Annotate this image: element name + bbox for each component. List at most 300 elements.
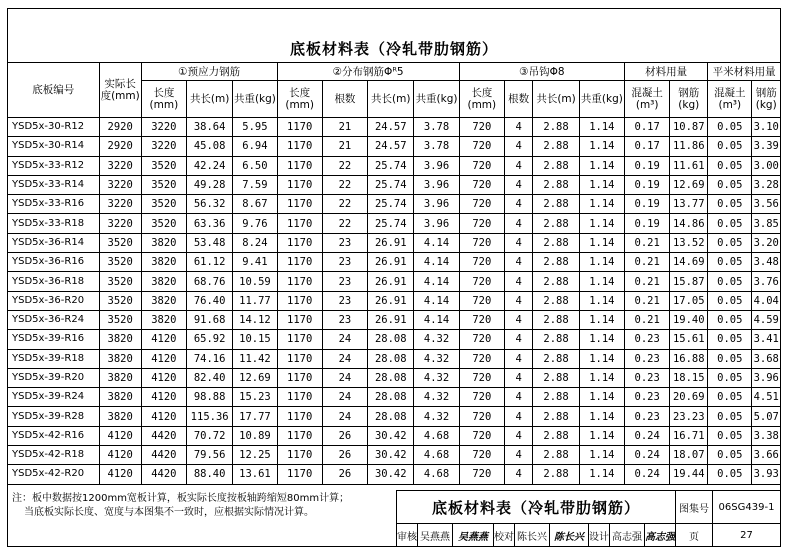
table-cell: 4.14 — [414, 233, 459, 252]
table-cell: 9.76 — [233, 214, 277, 233]
table-cell: 4 — [504, 291, 532, 310]
table-cell: 3.68 — [752, 349, 781, 368]
table-cell: 3.85 — [752, 214, 781, 233]
subheader-cell: 钢筋(kg) — [752, 81, 781, 118]
table-cell: 1170 — [277, 253, 322, 272]
table-cell: 3.78 — [414, 137, 459, 156]
table-cell: 4 — [504, 368, 532, 387]
table-cell: 4420 — [141, 446, 186, 465]
table-cell: 1170 — [277, 137, 322, 156]
table-cell: 2.88 — [533, 310, 579, 329]
table-cell: 4120 — [99, 426, 141, 445]
table-cell: 3.10 — [752, 118, 781, 137]
title-block-title: 底板材料表（冷轧带肋钢筋） — [396, 490, 676, 524]
table-cell: 0.05 — [708, 446, 752, 465]
table-cell: 4120 — [141, 388, 186, 407]
table-cell: 1.14 — [579, 291, 624, 310]
table-cell: 23 — [322, 310, 367, 329]
table-cell: 3820 — [99, 330, 141, 349]
table-cell: 3820 — [99, 407, 141, 426]
table-cell: 6.50 — [233, 156, 277, 175]
table-row — [8, 407, 781, 426]
table-cell: 4 — [504, 407, 532, 426]
table-cell: 3.39 — [752, 137, 781, 156]
table-cell: 1.14 — [579, 137, 624, 156]
table-cell: 0.05 — [708, 233, 752, 252]
table-cell: 4.32 — [414, 407, 459, 426]
designer-signature: 高志强 — [644, 523, 676, 547]
table-cell: 23 — [322, 233, 367, 252]
table-cell: 4 — [504, 310, 532, 329]
table-cell: 3.96 — [752, 368, 781, 387]
table-cell: 1170 — [277, 330, 322, 349]
table-cell: 21 — [322, 118, 367, 137]
table-cell: 4.59 — [752, 310, 781, 329]
table-cell: 0.24 — [625, 426, 670, 445]
table-cell: 0.05 — [708, 272, 752, 291]
table-cell: 720 — [459, 368, 504, 387]
table-cell: 7.59 — [233, 175, 277, 194]
table-cell: 3520 — [99, 233, 141, 252]
table-cell: 23.23 — [670, 407, 708, 426]
table-cell: 8.24 — [233, 233, 277, 252]
subheader-cell: 共重(kg) — [414, 81, 459, 118]
table-cell: 0.05 — [708, 349, 752, 368]
table-cell: 720 — [459, 253, 504, 272]
table-cell: 3.78 — [414, 118, 459, 137]
table-cell: 720 — [459, 349, 504, 368]
reviewer-name: 吴燕燕 — [417, 523, 453, 547]
table-cell: 24 — [322, 407, 367, 426]
table-cell: 4120 — [99, 446, 141, 465]
table-cell: 26.91 — [368, 291, 414, 310]
table-cell: 720 — [459, 214, 504, 233]
table-cell: 11.42 — [233, 349, 277, 368]
table-cell: 0.17 — [625, 118, 670, 137]
table-cell: 11.61 — [670, 156, 708, 175]
note-line: 当底板实际长度、宽度与本图集不一致时，应根据实际情况计算。 — [24, 507, 314, 518]
table-cell: 720 — [459, 310, 504, 329]
table-cell: 3.00 — [752, 156, 781, 175]
table-cell: 3520 — [141, 214, 186, 233]
table-cell: 3820 — [141, 291, 186, 310]
table-cell: 2.88 — [533, 426, 579, 445]
table-cell: 1.14 — [579, 195, 624, 214]
table-cell: 0.19 — [625, 214, 670, 233]
table-row — [8, 195, 781, 214]
table-cell: 17.05 — [670, 291, 708, 310]
table-row — [8, 214, 781, 233]
table-cell: 4120 — [141, 407, 186, 426]
table-cell: 0.21 — [625, 291, 670, 310]
table-cell: 0.05 — [708, 137, 752, 156]
table-cell: 24.57 — [368, 137, 414, 156]
table-cell: 0.05 — [708, 118, 752, 137]
table-cell: 24 — [322, 368, 367, 387]
table-cell: 24 — [322, 388, 367, 407]
table-cell: 14.12 — [233, 310, 277, 329]
table-cell: 30.42 — [368, 465, 414, 484]
table-cell: 1.14 — [579, 349, 624, 368]
table-cell: 4120 — [99, 465, 141, 484]
table-cell: 0.24 — [625, 465, 670, 484]
table-cell: 1170 — [277, 446, 322, 465]
table-cell: 3.76 — [752, 272, 781, 291]
table-cell: 1.14 — [579, 368, 624, 387]
table-body — [8, 118, 781, 485]
table-cell: 1.14 — [579, 426, 624, 445]
table-cell: 5.07 — [752, 407, 781, 426]
header-board-no: 底板编号 — [8, 63, 100, 118]
board-no-cell: YSD5x-33-R14 — [8, 175, 100, 194]
board-no-cell: YSD5x-30-R12 — [8, 118, 100, 137]
table-cell: 0.05 — [708, 465, 752, 484]
table-cell: 2920 — [99, 137, 141, 156]
title-block — [396, 490, 781, 547]
header-per-sqm-usage: 平米材料用量 — [708, 63, 781, 81]
subheader-cell: 长度(mm) — [141, 81, 186, 118]
table-cell: 12.25 — [233, 446, 277, 465]
table-cell: 1170 — [277, 407, 322, 426]
table-cell: 2.88 — [533, 368, 579, 387]
table-cell: 3820 — [99, 349, 141, 368]
table-cell: 3520 — [141, 175, 186, 194]
table-cell: 4420 — [141, 426, 186, 445]
table-cell: 720 — [459, 291, 504, 310]
table-cell: 1.14 — [579, 388, 624, 407]
atlas-label: 图集号 — [675, 490, 713, 524]
table-cell: 3520 — [99, 272, 141, 291]
table-cell: 2.88 — [533, 465, 579, 484]
table-cell: 13.77 — [670, 195, 708, 214]
table-row — [8, 233, 781, 252]
table-cell: 28.08 — [368, 407, 414, 426]
table-cell: 30.42 — [368, 446, 414, 465]
table-cell: 1170 — [277, 195, 322, 214]
table-cell: 0.05 — [708, 388, 752, 407]
table-cell: 26.91 — [368, 272, 414, 291]
table-cell: 24.57 — [368, 118, 414, 137]
subheader-cell: 共长(m) — [533, 81, 579, 118]
table-cell: 11.86 — [670, 137, 708, 156]
table-cell: 56.32 — [186, 195, 232, 214]
table-cell: 10.59 — [233, 272, 277, 291]
notes — [12, 492, 397, 520]
table-cell: 18.15 — [670, 368, 708, 387]
table-cell: 4.14 — [414, 272, 459, 291]
page-label: 页 — [675, 523, 713, 547]
table-row — [8, 349, 781, 368]
table-cell: 4.68 — [414, 465, 459, 484]
table-cell: 0.05 — [708, 291, 752, 310]
table-cell: 720 — [459, 118, 504, 137]
table-cell: 4 — [504, 156, 532, 175]
table-cell: 82.40 — [186, 368, 232, 387]
table-cell: 16.88 — [670, 349, 708, 368]
table-cell: 0.05 — [708, 426, 752, 445]
table-cell: 24 — [322, 349, 367, 368]
subheader-cell: 根数 — [504, 81, 532, 118]
table-cell: 720 — [459, 388, 504, 407]
table-row — [8, 426, 781, 445]
table-cell: 3520 — [99, 253, 141, 272]
table-cell: 1.14 — [579, 214, 624, 233]
table-cell: 0.05 — [708, 310, 752, 329]
table-cell: 38.64 — [186, 118, 232, 137]
table-row — [8, 118, 781, 137]
table-cell: 0.19 — [625, 175, 670, 194]
review-label: 审核 — [396, 523, 418, 547]
table-cell: 2.88 — [533, 407, 579, 426]
table-cell: 4 — [504, 426, 532, 445]
table-cell: 1170 — [277, 388, 322, 407]
table-row — [8, 388, 781, 407]
table-cell: 4 — [504, 388, 532, 407]
table-cell: 2.88 — [533, 253, 579, 272]
board-no-cell: YSD5x-36-R20 — [8, 291, 100, 310]
table-cell: 1170 — [277, 214, 322, 233]
table-cell: 5.95 — [233, 118, 277, 137]
table-cell: 10.15 — [233, 330, 277, 349]
table-cell: 4 — [504, 214, 532, 233]
table-cell: 0.23 — [625, 407, 670, 426]
table-cell: 14.86 — [670, 214, 708, 233]
table-cell: 4 — [504, 349, 532, 368]
table-cell: 4 — [504, 272, 532, 291]
table-cell: 15.61 — [670, 330, 708, 349]
table-cell: 98.88 — [186, 388, 232, 407]
subheader-cell: 长度(mm) — [459, 81, 504, 118]
material-table — [7, 62, 781, 485]
table-row — [8, 291, 781, 310]
header-distribution-rebar: ②分布钢筋Φᴿ5 — [277, 63, 459, 81]
table-cell: 2.88 — [533, 388, 579, 407]
table-cell: 4120 — [141, 368, 186, 387]
table-cell: 0.24 — [625, 446, 670, 465]
table-cell: 12.69 — [670, 175, 708, 194]
table-cell: 0.23 — [625, 388, 670, 407]
table-cell: 2.88 — [533, 233, 579, 252]
table-cell: 2.88 — [533, 272, 579, 291]
table-cell: 1.14 — [579, 253, 624, 272]
table-cell: 17.77 — [233, 407, 277, 426]
checker-signature: 陈长兴 — [549, 523, 589, 547]
table-cell: 1170 — [277, 118, 322, 137]
table-cell: 13.61 — [233, 465, 277, 484]
table-cell: 3220 — [99, 156, 141, 175]
table-cell: 4120 — [141, 330, 186, 349]
table-cell: 3220 — [99, 175, 141, 194]
table-cell: 26 — [322, 465, 367, 484]
table-cell: 0.19 — [625, 156, 670, 175]
table-cell: 1.14 — [579, 330, 624, 349]
table-cell: 3.66 — [752, 446, 781, 465]
table-row — [8, 253, 781, 272]
table-cell: 0.05 — [708, 195, 752, 214]
table-cell: 3820 — [141, 310, 186, 329]
table-cell: 1.14 — [579, 465, 624, 484]
table-cell: 26.91 — [368, 233, 414, 252]
table-cell: 26.91 — [368, 310, 414, 329]
board-no-cell: YSD5x-36-R24 — [8, 310, 100, 329]
table-row — [8, 310, 781, 329]
table-cell: 4.32 — [414, 330, 459, 349]
table-cell: 720 — [459, 175, 504, 194]
subheader-cell: 混凝土(m³) — [708, 81, 752, 118]
board-no-cell: YSD5x-33-R12 — [8, 156, 100, 175]
designer-name: 高志强 — [609, 523, 645, 547]
header-material-usage: 材料用量 — [625, 63, 708, 81]
table-cell: 0.23 — [625, 330, 670, 349]
table-cell: 42.24 — [186, 156, 232, 175]
atlas-number: 06SG439-1 — [712, 490, 781, 524]
table-cell: 20.69 — [670, 388, 708, 407]
table-cell: 4.14 — [414, 310, 459, 329]
table-cell: 3820 — [141, 253, 186, 272]
check-label: 校对 — [493, 523, 515, 547]
table-cell: 1170 — [277, 291, 322, 310]
board-no-cell: YSD5x-33-R16 — [8, 195, 100, 214]
table-cell: 8.67 — [233, 195, 277, 214]
table-cell: 12.69 — [233, 368, 277, 387]
table-cell: 26 — [322, 426, 367, 445]
table-cell: 1.14 — [579, 446, 624, 465]
board-no-cell: YSD5x-42-R18 — [8, 446, 100, 465]
table-cell: 45.08 — [186, 137, 232, 156]
table-cell: 28.08 — [368, 368, 414, 387]
table-cell: 63.36 — [186, 214, 232, 233]
table-row — [8, 368, 781, 387]
table-cell: 24 — [322, 330, 367, 349]
table-row — [8, 175, 781, 194]
table-cell: 2.88 — [533, 195, 579, 214]
table-cell: 21 — [322, 137, 367, 156]
design-label: 设计 — [588, 523, 610, 547]
table-cell: 720 — [459, 156, 504, 175]
table-cell: 0.21 — [625, 253, 670, 272]
table-cell: 3820 — [141, 233, 186, 252]
table-cell: 3820 — [99, 368, 141, 387]
table-cell: 22 — [322, 214, 367, 233]
table-cell: 3520 — [141, 195, 186, 214]
reviewer-signature: 吴燕燕 — [452, 523, 494, 547]
board-no-cell: YSD5x-33-R18 — [8, 214, 100, 233]
table-cell: 4.14 — [414, 253, 459, 272]
table-cell: 720 — [459, 426, 504, 445]
table-cell: 25.74 — [368, 195, 414, 214]
table-cell: 4.32 — [414, 349, 459, 368]
table-cell: 720 — [459, 233, 504, 252]
table-cell: 720 — [459, 272, 504, 291]
table-cell: 70.72 — [186, 426, 232, 445]
table-cell: 4 — [504, 137, 532, 156]
table-cell: 3.93 — [752, 465, 781, 484]
table-cell: 3820 — [99, 388, 141, 407]
table-row — [8, 446, 781, 465]
table-cell: 3220 — [141, 137, 186, 156]
table-cell: 1170 — [277, 465, 322, 484]
table-cell: 22 — [322, 156, 367, 175]
table-cell: 4 — [504, 465, 532, 484]
table-cell: 4 — [504, 118, 532, 137]
table-cell: 2.88 — [533, 330, 579, 349]
table-cell: 28.08 — [368, 330, 414, 349]
table-cell: 1.14 — [579, 272, 624, 291]
table-cell: 88.40 — [186, 465, 232, 484]
board-no-cell: YSD5x-30-R14 — [8, 137, 100, 156]
table-cell: 3220 — [99, 214, 141, 233]
table-cell: 4.68 — [414, 426, 459, 445]
table-cell: 4.32 — [414, 388, 459, 407]
table-cell: 1.14 — [579, 233, 624, 252]
board-no-cell: YSD5x-39-R24 — [8, 388, 100, 407]
table-cell: 0.05 — [708, 368, 752, 387]
table-cell: 0.05 — [708, 175, 752, 194]
table-title: 底板材料表（冷轧带肋钢筋） — [289, 40, 498, 58]
header-prestressed-rebar: ①预应力钢筋 — [141, 63, 277, 81]
subheader-cell: 共长(m) — [368, 81, 414, 118]
table-cell: 22 — [322, 175, 367, 194]
table-cell: 2.88 — [533, 175, 579, 194]
subheader-cell: 共长(m) — [186, 81, 232, 118]
table-cell: 1170 — [277, 233, 322, 252]
table-cell: 2.88 — [533, 137, 579, 156]
checker-name: 陈长兴 — [514, 523, 550, 547]
table-cell: 3820 — [141, 272, 186, 291]
table-cell: 0.21 — [625, 272, 670, 291]
table-cell: 91.68 — [186, 310, 232, 329]
table-cell: 0.05 — [708, 407, 752, 426]
table-cell: 22 — [322, 195, 367, 214]
board-no-cell: YSD5x-39-R16 — [8, 330, 100, 349]
subheader-cell: 共重(kg) — [579, 81, 624, 118]
table-cell: 0.17 — [625, 137, 670, 156]
table-cell: 3520 — [99, 310, 141, 329]
table-cell: 1.14 — [579, 175, 624, 194]
table-cell: 720 — [459, 407, 504, 426]
table-cell: 10.89 — [233, 426, 277, 445]
table-cell: 3220 — [99, 195, 141, 214]
table-cell: 4 — [504, 175, 532, 194]
table-cell: 28.08 — [368, 349, 414, 368]
table-cell: 25.74 — [368, 156, 414, 175]
table-cell: 2.88 — [533, 118, 579, 137]
table-cell: 65.92 — [186, 330, 232, 349]
table-cell: 1170 — [277, 156, 322, 175]
table-cell: 76.40 — [186, 291, 232, 310]
table-row — [8, 137, 781, 156]
table-cell: 74.16 — [186, 349, 232, 368]
header-actual-length: 实际长度(mm) — [99, 63, 141, 118]
table-cell: 1.14 — [579, 310, 624, 329]
board-no-cell: YSD5x-42-R16 — [8, 426, 100, 445]
table-cell: 1170 — [277, 426, 322, 445]
board-no-cell: YSD5x-39-R18 — [8, 349, 100, 368]
subheader-cell: 根数 — [322, 81, 367, 118]
board-no-cell: YSD5x-36-R16 — [8, 253, 100, 272]
table-cell: 2.88 — [533, 446, 579, 465]
table-row — [8, 330, 781, 349]
table-cell: 1170 — [277, 272, 322, 291]
table-cell: 23 — [322, 291, 367, 310]
table-cell: 23 — [322, 253, 367, 272]
table-cell: 26.91 — [368, 253, 414, 272]
table-cell: 30.42 — [368, 426, 414, 445]
table-cell: 28.08 — [368, 388, 414, 407]
table-cell: 4 — [504, 330, 532, 349]
table-cell: 0.23 — [625, 368, 670, 387]
table-cell: 61.12 — [186, 253, 232, 272]
